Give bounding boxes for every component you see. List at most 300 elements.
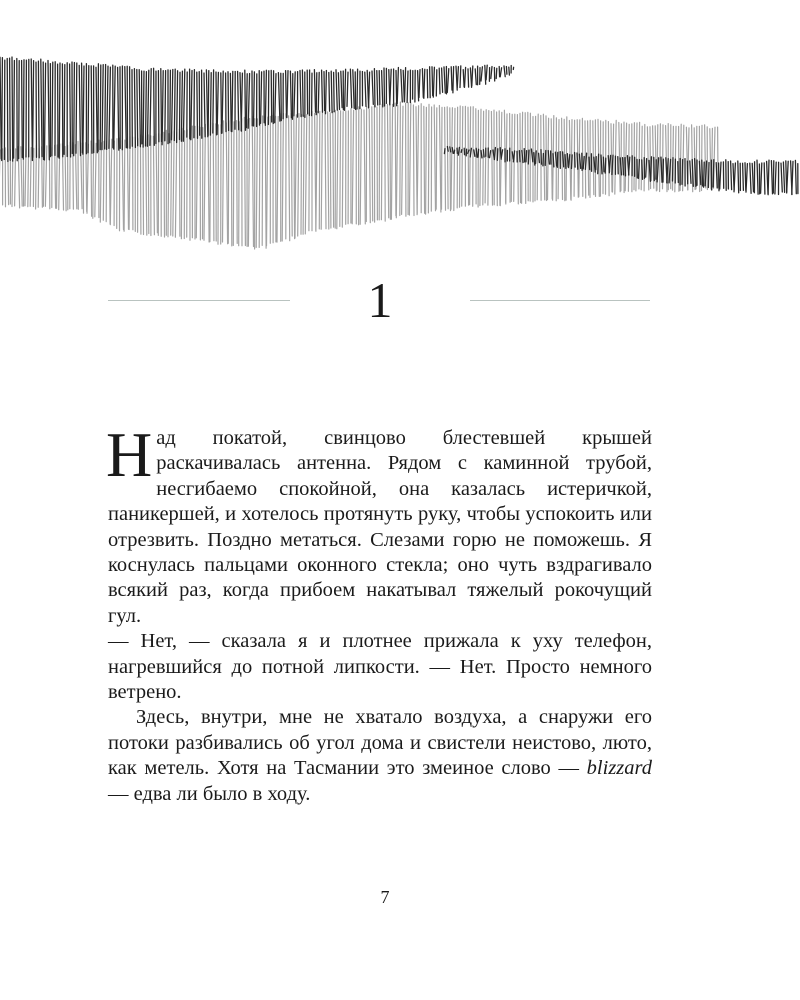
hatch-stroke [400, 102, 401, 215]
hatch-stroke [476, 148, 477, 157]
hatch-stroke [387, 104, 388, 217]
hatch-stroke [768, 160, 769, 195]
hatch-stroke [757, 160, 758, 194]
hatch-stroke [294, 72, 295, 116]
hatch-stroke [433, 67, 434, 97]
hatch-stroke [181, 128, 182, 238]
hatch-stroke [661, 157, 662, 182]
hatch-stroke [265, 116, 266, 248]
hatch-stroke [100, 65, 101, 150]
chapter-rule-right [470, 300, 650, 301]
hatch-stroke [454, 108, 455, 210]
hatch-stroke [473, 107, 474, 207]
hatch-stroke [428, 104, 429, 212]
hatch-stroke [28, 150, 29, 207]
hatch-stroke [210, 123, 211, 242]
hatch-stroke [710, 129, 711, 189]
hatch-stroke [329, 73, 330, 112]
hatch-stroke [405, 68, 406, 102]
hatch-stroke [491, 67, 492, 79]
hatch-stroke [210, 73, 211, 135]
hatch-stroke [761, 163, 762, 193]
hatch-stroke [275, 74, 276, 123]
hatch-stroke [453, 67, 454, 93]
hatch-stroke [360, 109, 361, 224]
hatch-stroke [639, 160, 640, 179]
paragraph-1-text: ад покатой, свинцово блестевшей крышей раскачивалась антенна. Рядом с каминной трубой, несгибаемо спокойной, она казалась истеричкой, паникершей, и хотелось протянуть руку, чтобы успокоить или отрезвить. Поздно метаться. Слезами горю не поможешь. Я коснулась пальцами оконного стекла; оно чуть вздрагивало всякий раз, когда прибоем накатывал тяжелый рокочущий гул. [108, 427, 652, 627]
hatch-stroke [641, 126, 642, 190]
hatch-stroke [451, 67, 452, 90]
hatch-stroke [483, 111, 484, 205]
hatch-stroke [328, 112, 329, 229]
hatch-stroke [651, 157, 652, 181]
hatch-stroke [226, 123, 227, 244]
hatch-stroke [333, 112, 334, 228]
hatch-stroke [450, 108, 451, 211]
hatch-stroke [45, 146, 46, 206]
hatch-stroke [442, 107, 443, 209]
hatch-stroke [164, 132, 165, 237]
hatch-stroke [82, 63, 83, 153]
hatch-stroke [352, 110, 353, 224]
hatch-stroke [350, 69, 351, 108]
hatch-stroke [445, 107, 446, 210]
hatch-stroke [336, 70, 337, 110]
hatch-stroke [309, 113, 310, 231]
paragraph-1 [106, 419, 652, 629]
hatch-stroke [137, 70, 138, 146]
hatch-stroke [589, 157, 590, 170]
hatch-stroke [639, 122, 640, 189]
hatch-stroke [172, 70, 173, 140]
hatch-stroke [461, 150, 462, 153]
hatch-stroke [572, 155, 573, 169]
hatch-stroke [439, 106, 441, 213]
hatch-stroke [65, 147, 66, 211]
hatch-stroke [59, 63, 60, 158]
hatch-stroke [485, 65, 486, 84]
hatch-stroke [314, 70, 315, 113]
hatch-stroke [708, 163, 709, 188]
hatch-stroke [208, 124, 209, 242]
hatch-stroke [536, 151, 537, 164]
page-number: 7 [380, 887, 390, 907]
paragraph-3-text-b: — едва ли было в ходу. [108, 782, 311, 805]
hatch-stroke [605, 158, 606, 173]
hatch-stroke [424, 69, 425, 98]
hatch-stroke [290, 71, 291, 118]
hatch-stroke [384, 68, 385, 106]
hatch-stroke [7, 59, 8, 162]
hatch-stroke [702, 160, 703, 186]
hatch-stroke [673, 158, 674, 181]
hatch-stroke [472, 66, 473, 86]
hatch-stroke [372, 71, 373, 104]
hatch-stroke [413, 105, 414, 216]
hatch-stroke [93, 143, 94, 219]
hatch-stroke [345, 69, 346, 110]
hatch-stroke [197, 72, 198, 138]
hatch-stroke [14, 61, 15, 159]
hatch-stroke [716, 163, 717, 188]
hatch-stroke [704, 162, 705, 187]
hatch-stroke [623, 158, 624, 175]
hatch-stroke [76, 63, 77, 153]
hatch-stroke [2, 58, 3, 161]
hatch-stroke [75, 145, 76, 209]
hatch-stroke [460, 106, 461, 207]
hatch-stroke [364, 110, 365, 224]
hatch-stroke [23, 60, 24, 159]
hatch-stroke [636, 123, 637, 191]
hatch-stroke [480, 109, 481, 205]
hatch-stroke [194, 70, 195, 138]
hatch-stroke [562, 118, 563, 199]
hatch-stroke [731, 161, 732, 190]
hatch-stroke [734, 163, 735, 192]
hatch-stroke [690, 161, 691, 183]
hatch-stroke [171, 132, 172, 235]
hatch-stroke [534, 153, 535, 165]
hatch-stroke [170, 70, 171, 142]
hatch-stroke [553, 154, 554, 167]
hatch-stroke [326, 71, 327, 114]
hatch-stroke [447, 147, 448, 152]
hatch-stroke [557, 152, 558, 167]
hatch-stroke [483, 150, 484, 157]
hatch-stroke [303, 116, 304, 235]
hatch-stroke [409, 103, 410, 215]
hatch-stroke [196, 126, 197, 238]
hatch-stroke [792, 161, 793, 194]
hatch-stroke [286, 71, 287, 118]
hatch-stroke [497, 149, 498, 161]
hatch-stroke [103, 141, 104, 220]
hatch-stroke [539, 153, 540, 162]
hatch-stroke [139, 70, 140, 147]
hatch-stroke [102, 65, 103, 150]
hatch-stroke [204, 124, 205, 240]
hatch-stroke [271, 70, 272, 122]
hatch-stroke [57, 145, 58, 208]
hatch-stroke [738, 161, 739, 193]
hatch-stroke [575, 153, 576, 168]
hatch-stroke [460, 66, 461, 88]
hatch-stroke [146, 136, 147, 236]
hatch-stroke [402, 106, 403, 214]
hatch-stroke [129, 137, 130, 230]
hatch-stroke [787, 161, 789, 192]
hatch-stroke [365, 72, 366, 106]
hatch-stroke [173, 131, 174, 236]
hatch-stroke [289, 116, 290, 241]
hatch-stroke [96, 67, 97, 152]
hatch-stroke [204, 73, 205, 137]
hatch-stroke [609, 155, 610, 172]
hatch-stroke [180, 72, 181, 139]
hatch-stroke [124, 140, 125, 231]
hatch-stroke [256, 119, 257, 248]
hatch-stroke [239, 122, 240, 246]
hatch-stroke [107, 66, 108, 149]
hatch-stroke [331, 71, 332, 112]
hatch-stroke [598, 154, 599, 174]
light-hatch-band [0, 102, 718, 249]
hatch-stroke [300, 71, 301, 117]
hatch-stroke [490, 151, 491, 158]
hatch-stroke [33, 61, 34, 158]
hatch-stroke [396, 71, 397, 106]
hatch-stroke [481, 151, 482, 158]
chapter-number: 1 [367, 272, 393, 328]
hatch-stroke [567, 154, 568, 167]
hatch-stroke [783, 162, 784, 192]
hatch-stroke [162, 71, 163, 145]
hatch-stroke [601, 155, 602, 174]
hatch-stroke [566, 117, 567, 200]
hatch-stroke [654, 157, 655, 180]
hatch-stroke [161, 69, 162, 142]
hatch-stroke [526, 151, 527, 162]
hatch-stroke [558, 120, 559, 199]
hatch-stroke [301, 115, 302, 235]
hatch-stroke [752, 163, 753, 191]
hatch-stroke [30, 148, 31, 207]
hatch-stroke [454, 150, 455, 153]
hatch-stroke [743, 163, 744, 190]
hatch-stroke [12, 57, 13, 161]
italic-word: blizzard [586, 757, 652, 780]
hatch-stroke [379, 71, 380, 105]
hatch-stroke [468, 107, 469, 205]
hatch-stroke [474, 150, 475, 157]
hatch-stroke [146, 72, 147, 146]
hatch-stroke [655, 126, 656, 191]
hatch-stroke [74, 63, 75, 156]
hatch-stroke [282, 114, 283, 242]
hatch-stroke [95, 143, 96, 217]
hatch-stroke [577, 153, 578, 169]
hatch-stroke [44, 63, 45, 160]
hatch-stroke [165, 71, 166, 141]
hatch-stroke [64, 65, 65, 155]
hatch-stroke [245, 70, 246, 130]
hatch-stroke [153, 136, 154, 234]
hatch-stroke [248, 119, 249, 247]
hatch-stroke [143, 71, 144, 147]
hatch-stroke [458, 147, 459, 155]
hatch-stroke [646, 159, 647, 178]
hatch-stroke [291, 114, 292, 236]
hatch-stroke [419, 70, 420, 98]
hatch-stroke [168, 134, 169, 237]
hatch-stroke [237, 121, 238, 244]
hatch-stroke [52, 62, 53, 156]
hatch-stroke [504, 66, 505, 77]
hatch-stroke [682, 160, 683, 185]
hatch-stroke [642, 160, 643, 179]
hatch-stroke [316, 73, 317, 115]
hatch-stroke [10, 58, 11, 160]
hatch-stroke [88, 66, 89, 153]
hatch-stroke [232, 71, 233, 131]
hatch-stroke [319, 111, 320, 229]
hatch-stroke [519, 151, 520, 162]
hatch-stroke [341, 71, 342, 107]
hatch-stroke [187, 130, 188, 237]
hatch-stroke [230, 73, 231, 131]
hatch-stroke [434, 105, 435, 211]
hatch-stroke [19, 61, 20, 159]
hatch-stroke [330, 113, 331, 228]
hatch-stroke [475, 69, 476, 85]
hatch-stroke [442, 68, 443, 92]
paragraph-2: — Нет, — сказала я и плотнее прижала к уху телефон, нагревшийся до потной липкости. — Нет. Просто немного ветрено. [108, 630, 652, 704]
hatch-stroke [528, 150, 529, 164]
hatch-stroke [294, 117, 295, 239]
hatch-stroke [118, 67, 119, 150]
hatch-stroke [295, 115, 296, 238]
hatch-stroke [353, 70, 354, 109]
hatch-stroke [154, 68, 155, 145]
hatch-stroke [338, 73, 339, 110]
hatch-stroke [254, 72, 255, 126]
hatch-stroke [369, 109, 370, 223]
hatch-stroke [424, 106, 425, 213]
hatch-stroke [246, 74, 247, 128]
hatch-stroke [500, 68, 501, 77]
hatch-stroke [357, 69, 358, 109]
hatch-stroke [750, 163, 751, 193]
hatch-stroke [233, 122, 234, 245]
hatch-stroke [208, 71, 209, 136]
hatch-stroke [621, 124, 622, 191]
hatch-stroke [713, 160, 714, 187]
hatch-stroke [382, 71, 383, 107]
hatch-stroke [278, 73, 280, 122]
hatch-stroke [683, 125, 684, 191]
hatch-stroke [718, 127, 719, 187]
hatch-stroke [15, 149, 16, 206]
hatch-stroke [478, 149, 479, 157]
hatch-stroke [628, 124, 629, 191]
hatch-stroke [150, 69, 151, 146]
hatch-stroke [524, 149, 525, 162]
hatch-stroke [369, 72, 370, 108]
hatch-stroke [660, 124, 661, 192]
hatch-stroke [537, 114, 538, 200]
hatch-stroke [390, 69, 391, 104]
paragraph-3 [108, 705, 652, 807]
hatch-stroke [324, 72, 325, 111]
hatch-stroke [105, 65, 106, 150]
hatch-stroke [417, 106, 419, 215]
hatch-stroke [87, 144, 88, 213]
hatch-stroke [583, 157, 584, 169]
paragraph-3-text-a: Здесь, внутри, мне не хватало воздуха, а снаружи его потоки разбивались об угол дома и свистели неистово, люто, как метель. Хотя на Тасмании это змеиное слово — [108, 706, 652, 780]
hatch-stroke [625, 123, 626, 191]
hatch-stroke [110, 139, 112, 224]
hatch-stroke [511, 114, 512, 201]
hatch-stroke [79, 65, 80, 155]
hatch-stroke [48, 61, 49, 160]
hatch-stroke [91, 66, 92, 153]
hatch-stroke [397, 68, 398, 104]
hatch-stroke [100, 143, 101, 222]
hatch-stroke [223, 121, 224, 242]
hatch-stroke [347, 72, 348, 106]
hatch-stroke [450, 147, 451, 152]
hatch-stroke [512, 152, 513, 160]
hatch-stroke [36, 62, 37, 157]
hatch-stroke [277, 117, 278, 243]
hatch-stroke [426, 107, 427, 214]
hatch-stroke [177, 71, 178, 143]
hatch-stroke [156, 134, 157, 233]
hatch-stroke [252, 116, 253, 246]
hatch-stroke [396, 106, 398, 218]
hatch-stroke [148, 135, 149, 234]
hatch-stroke [259, 119, 260, 248]
hatch-stroke [22, 61, 23, 158]
hatch-stroke [321, 111, 322, 229]
hatch-stroke [114, 66, 116, 149]
hatch-stroke [506, 67, 507, 75]
hatch-stroke [444, 149, 445, 154]
hatch-stroke [462, 107, 463, 207]
hatch-stroke [41, 59, 42, 156]
hatch-stroke [372, 107, 373, 221]
hatch-stroke [143, 136, 144, 234]
hatch-stroke [140, 135, 141, 234]
hatch-stroke [451, 108, 452, 210]
hatched-landscape-decoration [0, 0, 800, 260]
hatch-stroke [318, 72, 319, 112]
hatch-stroke [267, 117, 268, 246]
hatch-stroke [340, 111, 341, 227]
hatch-stroke [625, 158, 626, 176]
hatch-stroke [238, 71, 239, 129]
hatch-stroke [221, 73, 222, 133]
hatch-stroke [543, 154, 544, 166]
hatch-stroke [771, 161, 772, 194]
hatch-stroke [611, 124, 612, 192]
hatch-stroke [175, 132, 176, 237]
hatch-stroke [486, 65, 487, 80]
hatch-stroke [463, 70, 464, 87]
hatch-stroke [781, 163, 782, 192]
hatch-stroke [316, 111, 317, 230]
hatch-stroke [436, 108, 437, 209]
hatch-stroke [298, 114, 299, 236]
hatch-stroke [158, 71, 159, 142]
hatch-stroke [491, 112, 492, 206]
hatch-stroke [334, 72, 335, 111]
hatch-stroke [444, 67, 445, 93]
hatch-stroke [432, 67, 433, 96]
hatch-stroke [281, 73, 282, 120]
hatch-stroke [228, 121, 229, 244]
hatch-stroke [261, 72, 262, 123]
hatch-stroke [325, 112, 326, 229]
hatch-stroke [305, 115, 307, 234]
hatch-stroke [342, 112, 343, 228]
hatch-stroke [391, 104, 392, 219]
hatch-stroke [244, 117, 245, 245]
hatch-stroke [302, 70, 303, 116]
hatch-stroke [468, 69, 469, 87]
hatch-stroke [125, 67, 127, 148]
